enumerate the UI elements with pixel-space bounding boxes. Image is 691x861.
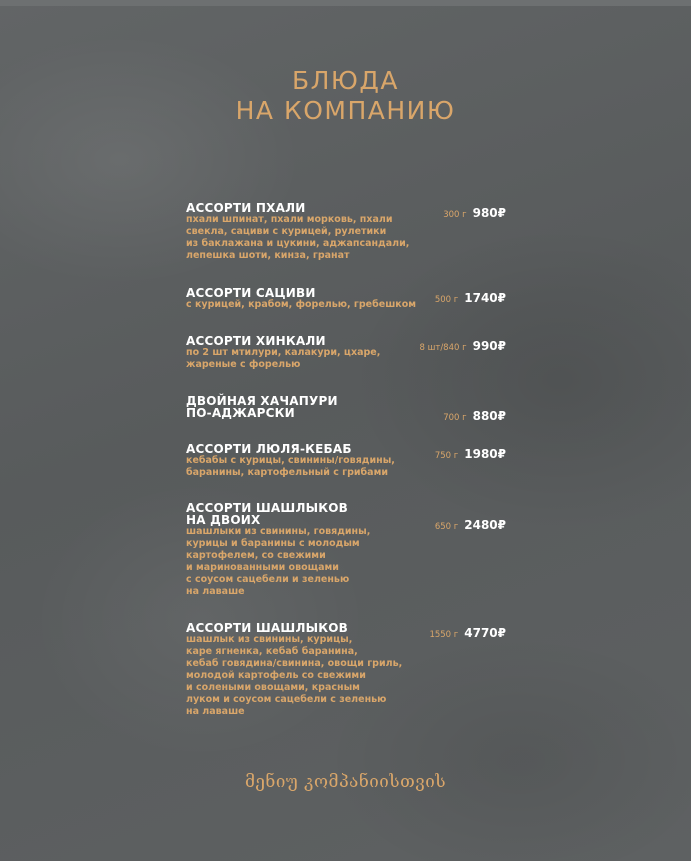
menu-item-weight: 650 г	[434, 522, 459, 532]
title-line-2: НА КОМПАНИЮ	[235, 96, 456, 125]
menu-item-price: 1980₽	[464, 447, 506, 461]
menu-item-description-line: курицы и баранины с молодым	[186, 538, 360, 549]
menu-item-name: ПО-АДЖАРСКИ	[186, 406, 295, 420]
menu-item-description-line: луком и соусом сацебели с зеленью	[186, 694, 387, 705]
menu-item	[186, 202, 506, 262]
menu-item-name: НА ДВОИХ	[186, 513, 261, 527]
top-strip	[0, 0, 691, 6]
menu-item-description-line: по 2 шт мтилури, калакури, цхаре,	[186, 347, 381, 358]
page-title	[0, 66, 691, 126]
menu-item-name: ДВОЙНАЯ ХАЧАПУРИ	[186, 394, 338, 408]
menu-item-description-line: и маринованными овощами	[186, 562, 339, 573]
menu-item-description-line: молодой картофель со свежими	[186, 670, 366, 681]
menu-item-weight: 300 г	[443, 210, 467, 220]
menu-item-name: АССОРТИ САЦИВИ	[186, 286, 316, 300]
menu-item-price: 990₽	[472, 339, 506, 353]
menu-item-description-line: картофелем, со свежими	[186, 550, 326, 561]
menu-item-description-line: свекла, сациви с курицей, рулетики	[186, 226, 387, 237]
menu-item-price-block	[429, 622, 506, 641]
menu-item-description-line: на лаваше	[186, 706, 245, 717]
menu-item	[186, 622, 506, 718]
title-line-1: БЛЮДА	[291, 66, 400, 95]
menu-item-price: 2480₽	[464, 518, 506, 532]
menu-item-price-block	[435, 514, 506, 533]
menu-item-description-line: кебабы с курицы, свинины/говядины,	[186, 455, 395, 466]
menu-item-price: 4770₽	[464, 626, 506, 640]
menu-item-description-line: с курицей, крабом, форелью, гребешком	[186, 299, 417, 310]
menu-item-price-block	[443, 405, 506, 424]
menu-item-name: АССОРТИ ШАШЛЫКОВ	[186, 501, 348, 515]
menu-item-description-line: баранины, картофельный с грибами	[186, 467, 389, 478]
menu-item-weight: 700 г	[443, 413, 467, 423]
menu-item-description-line: пхали шпинат, пхали морковь, пхали	[186, 214, 393, 225]
menu-item-description-line: кебаб говядина/свинина, овощи гриль,	[186, 658, 403, 669]
menu-item-name: АССОРТИ ПХАЛИ	[186, 201, 306, 215]
menu-item-price-block	[435, 443, 506, 462]
menu-item-weight: 500 г	[434, 295, 459, 305]
menu-item	[186, 502, 506, 598]
menu-item-description-line: с соусом сацебели и зеленью	[186, 574, 350, 585]
menu-item-description-line: и солеными овощами, красным	[186, 682, 360, 693]
menu-item-weight: 1550 г	[429, 630, 459, 640]
georgian-footer-text: მენიუ კომპანიისთვის	[244, 772, 447, 792]
menu-item	[186, 443, 506, 479]
menu-item-price-block	[443, 202, 506, 221]
menu-item-price-block	[419, 335, 506, 354]
menu-item	[186, 335, 506, 371]
menu-item-name: АССОРТИ ШАШЛЫКОВ	[186, 621, 348, 635]
menu-item-weight: 8 шт/840 г	[419, 343, 467, 353]
menu-item-description-line: шашлыки из свинины, говядины,	[186, 526, 371, 537]
menu-item	[186, 287, 506, 311]
menu-item-description-line: лепешка шоти, кинза, гранат	[186, 250, 350, 261]
menu-item-description-line: шашлык из свинины, курицы,	[186, 634, 353, 645]
menu-item-name: АССОРТИ ЛЮЛЯ-КЕБАБ	[186, 442, 352, 456]
menu-item-price-block	[435, 287, 506, 306]
menu-item-description-line: каре ягненка, кебаб баранина,	[186, 646, 358, 657]
menu-item	[186, 394, 506, 423]
menu-item-name: АССОРТИ ХИНКАЛИ	[186, 334, 326, 348]
menu-item-description-line: из баклажана и цукини, аджапсандали,	[186, 238, 410, 249]
menu-item-price: 880₽	[472, 409, 506, 423]
menu-item-weight: 750 г	[434, 451, 459, 461]
menu-item-description-line: жареные с форелью	[186, 359, 301, 370]
menu-item-price: 1740₽	[464, 291, 506, 305]
menu-item-price: 980₽	[472, 206, 506, 220]
menu-item-description-line: на лаваше	[186, 586, 245, 597]
